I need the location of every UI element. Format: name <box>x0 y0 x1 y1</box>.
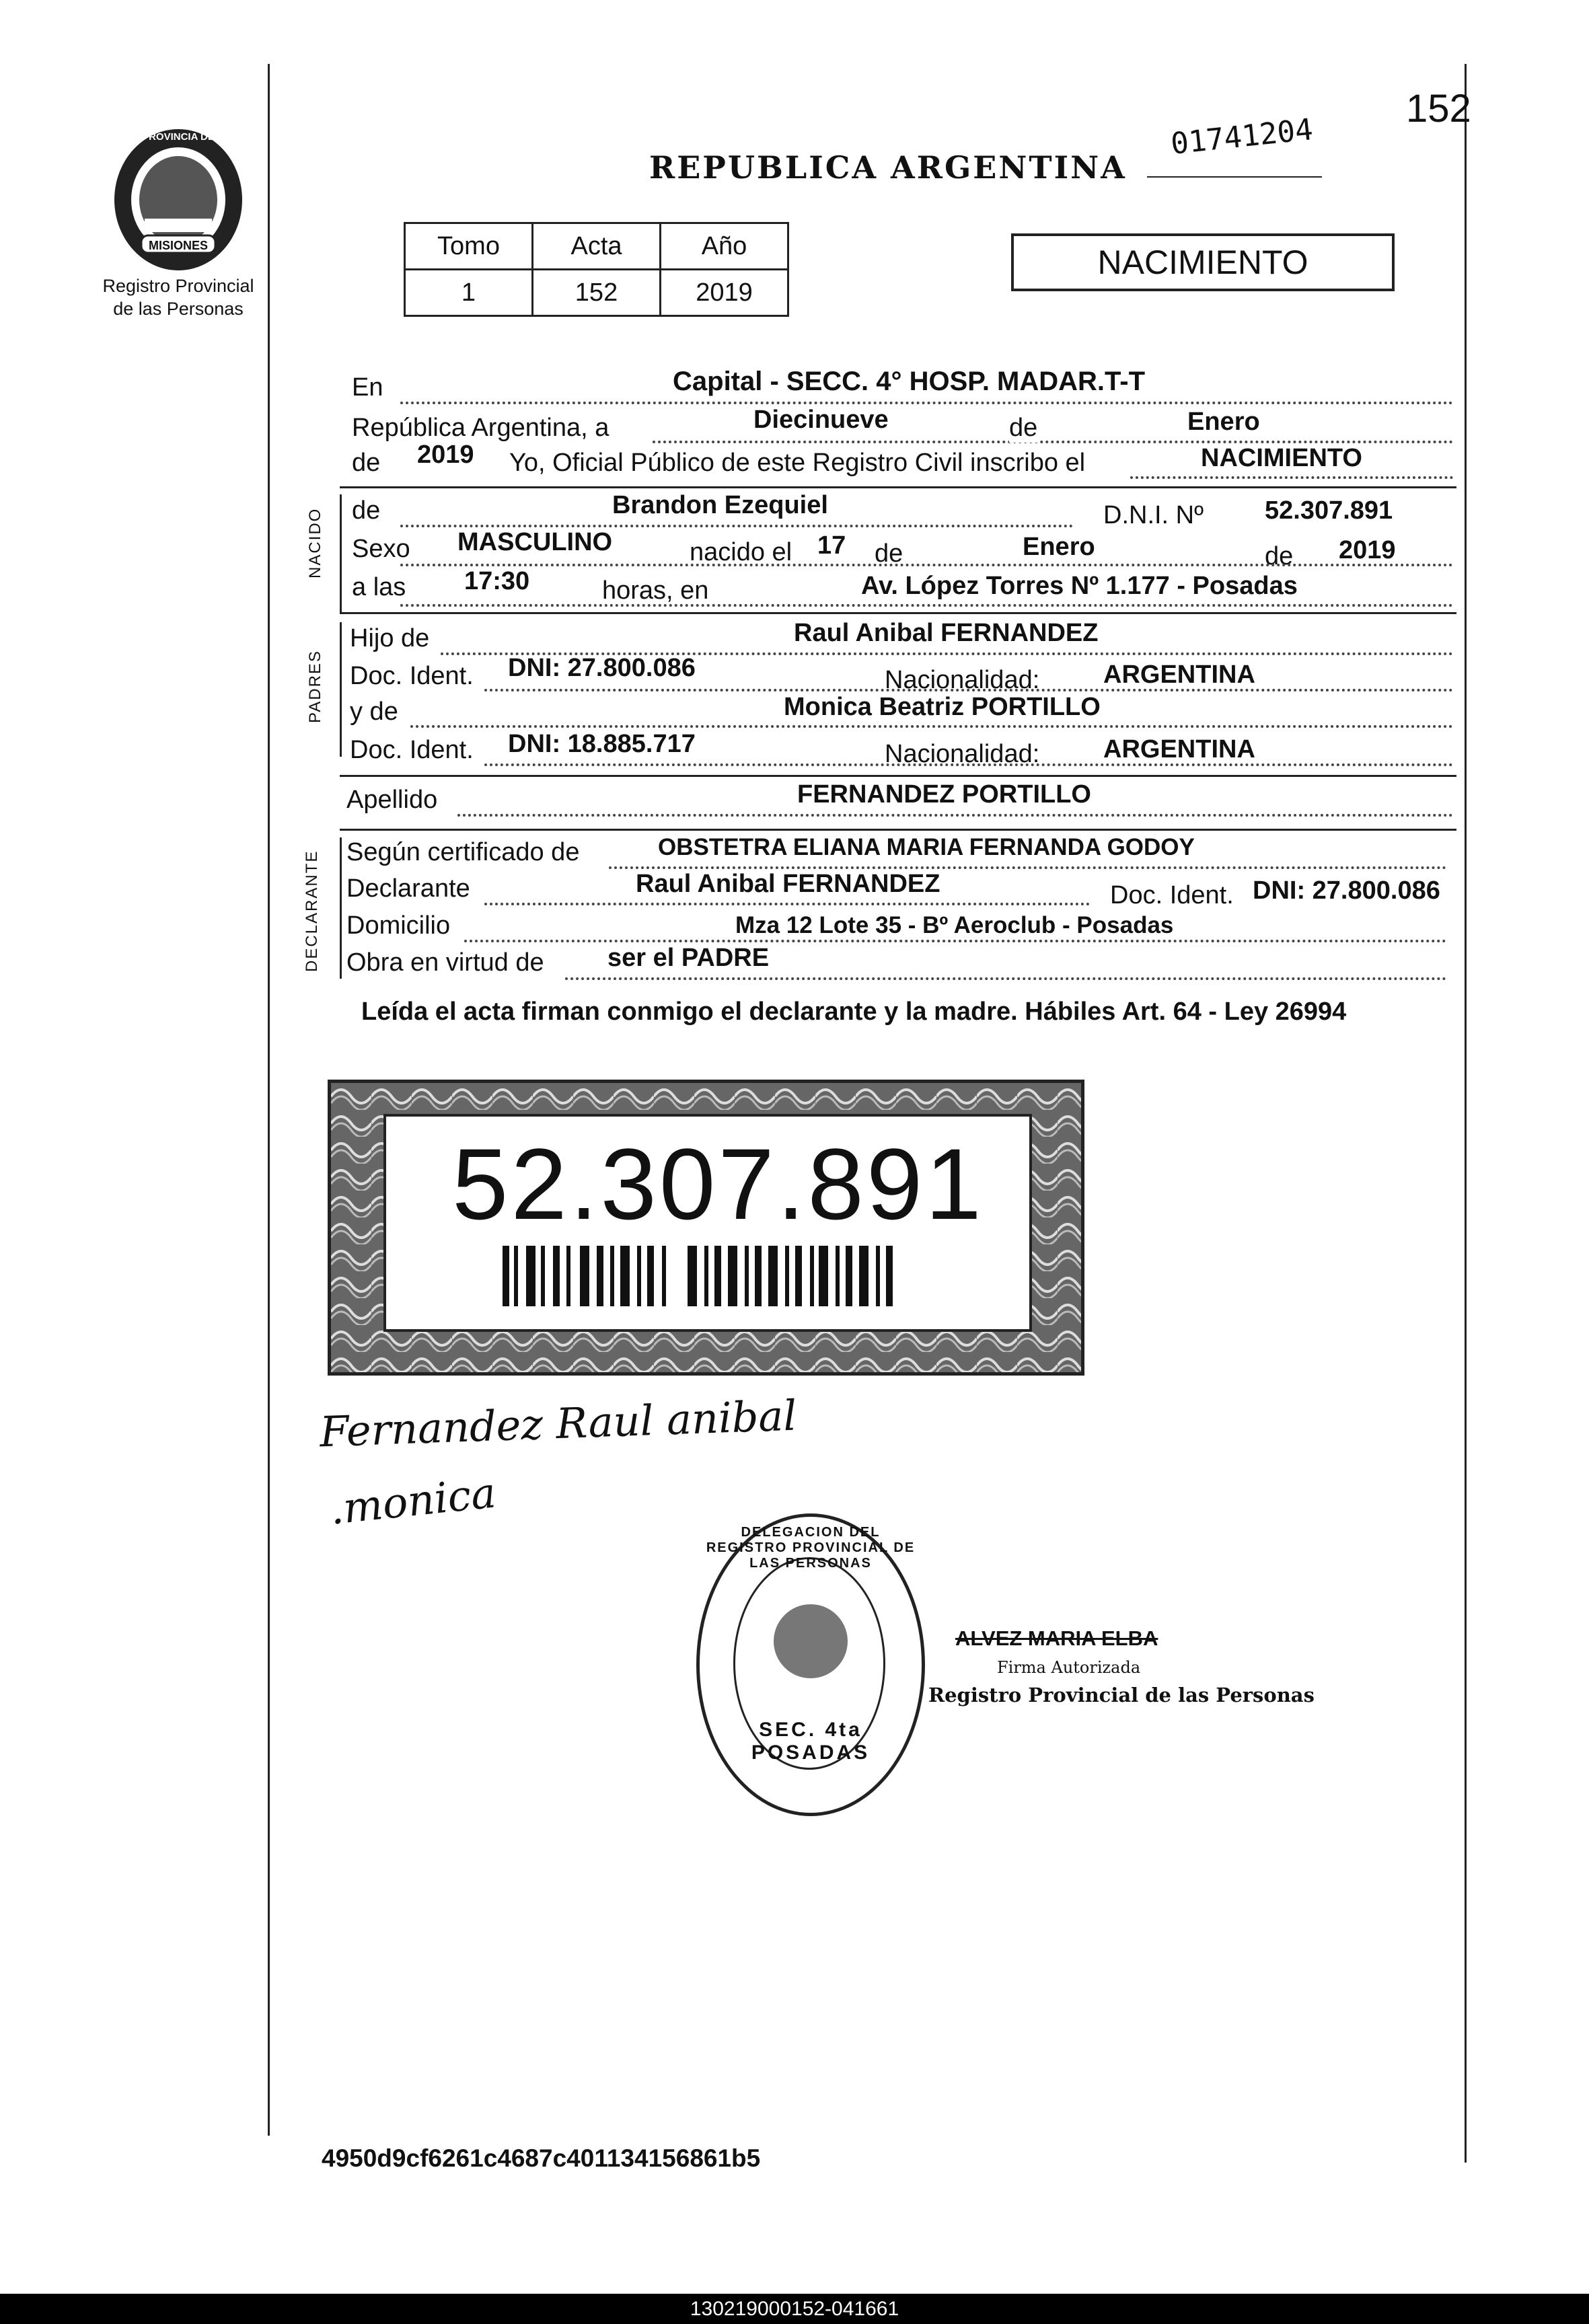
value-apellido: FERNANDEZ PORTILLO <box>797 780 1091 809</box>
dots-name <box>400 525 1073 527</box>
label-en: En <box>352 373 383 402</box>
value-dom: Mza 12 Lote 35 - Bº Aeroclub - Posadas <box>735 912 1174 938</box>
dots-apellido <box>457 814 1453 817</box>
label-nac1: Nacionalidad: <box>885 666 1040 694</box>
official-role: Firma Autorizada <box>997 1658 1141 1677</box>
value-nac2: ARGENTINA <box>1103 735 1255 763</box>
value-birth-day: 17 <box>817 531 846 560</box>
label-republica: República Argentina, a <box>352 414 609 442</box>
stamp-emblem <box>774 1604 848 1678</box>
official-name: ALVEZ MARIA ELBA <box>955 1626 1158 1650</box>
label-doc3: Doc. Ident. <box>1110 881 1234 909</box>
value-place: Av. López Torres Nº 1.177 - Posadas <box>861 572 1298 600</box>
rule-3 <box>340 775 1456 777</box>
value-time: 17:30 <box>464 567 530 595</box>
bracket-nacido <box>340 494 342 612</box>
label-obra: Obra en virtud de <box>346 948 544 977</box>
footer-code-bar: 130219000152-041661 <box>0 2294 1589 2324</box>
side-label-nacido: NACIDO <box>306 507 324 578</box>
rule-1 <box>340 486 1456 488</box>
dni-sticker <box>328 1080 1084 1376</box>
rule-4 <box>340 829 1456 831</box>
document-hash: 4950d9cf6261c4687c401134156861b5 <box>322 2144 761 2172</box>
dots-decl <box>484 903 1090 905</box>
bracket-padres <box>340 622 342 757</box>
label-de: de <box>1009 414 1038 442</box>
ref-value-ano: 2019 <box>661 270 788 316</box>
dots-cert <box>609 866 1446 869</box>
label-yde: y de <box>350 698 398 726</box>
reference-table <box>404 222 789 317</box>
label-hijo: Hijo de <box>350 624 430 652</box>
side-label-declarante: DECLARANTE <box>303 850 321 972</box>
value-mother: Monica Beatriz PORTILLO <box>784 693 1101 721</box>
label-sexo: Sexo <box>352 535 410 563</box>
value-decl: Raul Anibal FERNANDEZ <box>636 870 940 898</box>
ref-header-ano: Año <box>661 223 788 270</box>
ref-value-acta: 152 <box>533 270 661 316</box>
dots-doc1 <box>484 689 1453 691</box>
official-stamp <box>696 1513 925 1816</box>
label-doc2: Doc. Ident. <box>350 736 474 764</box>
label-decl: Declarante <box>346 874 470 903</box>
document-title: REPUBLICA ARGENTINA <box>649 149 1127 186</box>
label-dni: D.N.I. Nº <box>1103 501 1204 529</box>
record-type-box: NACIMIENTO <box>1011 233 1395 291</box>
left-margin-line <box>268 64 270 2136</box>
handwritten-signature-madre: .monica <box>327 1468 498 1534</box>
value-obra: ser el PADRE <box>607 944 770 972</box>
label-alas: a las <box>352 573 406 601</box>
closing-text: Leída el acta firman conmigo el declarante y la madre. Hábiles Art. 64 - Ley 26994 <box>361 998 1347 1026</box>
dots-doc2 <box>484 763 1453 766</box>
value-doc1: DNI: 27.800.086 <box>508 654 696 682</box>
seal-text-bottom: MISIONES <box>148 239 208 252</box>
label-cert: Según certificado de <box>346 838 580 866</box>
side-label-padres: PADRES <box>306 650 324 723</box>
label-de4: de <box>875 539 903 568</box>
dots-en <box>400 402 1453 404</box>
value-en: Capital - SECC. 4° HOSP. MADAR.T-T <box>673 367 1146 396</box>
label-nacido: nacido el <box>690 538 792 566</box>
value-sexo: MASCULINO <box>457 528 613 556</box>
dots-dom <box>464 940 1446 942</box>
provincial-seal <box>108 124 249 276</box>
label-de5: de <box>1265 542 1294 570</box>
stamp-center-text: SEC. 4ta POSADAS <box>751 1719 871 1764</box>
dots-obra <box>565 977 1446 980</box>
dni-big-number: 52.307.891 <box>452 1127 984 1240</box>
value-day: Diecinueve <box>753 406 889 434</box>
value-father: Raul Anibal FERNANDEZ <box>794 619 1099 647</box>
value-doc2: DNI: 18.885.717 <box>508 730 696 758</box>
handwritten-signature-declarante: Fernandez Raul anibal <box>318 1390 798 1457</box>
right-margin-line <box>1465 64 1467 2163</box>
seal-text-top: PROVINCIA DE <box>142 131 215 143</box>
dots-inscribo <box>1130 476 1453 479</box>
official-office: Registro Provincial de las Personas <box>928 1684 1315 1707</box>
serial-underline <box>1147 176 1322 178</box>
value-name: Brandon Ezequiel <box>612 491 828 519</box>
value-inscribo: NACIMIENTO <box>1201 444 1362 472</box>
value-birth-year: 2019 <box>1339 536 1396 564</box>
registry-line-2: de las Personas <box>113 299 244 319</box>
value-birth-month: Enero <box>1023 533 1095 561</box>
value-month: Enero <box>1187 408 1260 436</box>
stamp-ring-text: DELEGACION DEL REGISTRO PROVINCIAL DE LAS PERSONAS <box>706 1525 916 1571</box>
label-de3: de <box>352 496 381 525</box>
label-horas: horas, en <box>602 576 709 605</box>
label-dom: Domicilio <box>346 911 451 940</box>
serial-number: 01741204 <box>1169 112 1315 161</box>
registry-line-1: Registro Provincial <box>102 276 254 296</box>
value-cert: OBSTETRA ELIANA MARIA FERNANDA GODOY <box>658 834 1195 860</box>
label-inscribo: Yo, Oficial Público de este Registro Civil inscribo el <box>509 449 1086 477</box>
ref-header-tomo: Tomo <box>405 223 533 270</box>
rule-2 <box>340 612 1456 614</box>
bracket-declarante <box>340 837 342 979</box>
label-de2: de <box>352 449 381 477</box>
value-year: 2019 <box>417 441 474 469</box>
dots-yde <box>410 725 1453 728</box>
page-number: 152 <box>1406 87 1471 130</box>
label-doc1: Doc. Ident. <box>350 662 474 690</box>
value-doc3: DNI: 27.800.086 <box>1253 876 1440 905</box>
value-dni: 52.307.891 <box>1265 496 1393 525</box>
dots-republica <box>653 441 1453 443</box>
label-apellido: Apellido <box>346 786 438 814</box>
ref-header-acta: Acta <box>533 223 661 270</box>
dots-sexo <box>400 564 1453 566</box>
label-nac2: Nacionalidad: <box>885 740 1040 768</box>
ref-value-tomo: 1 <box>405 270 533 316</box>
value-nac1: ARGENTINA <box>1103 661 1255 689</box>
dots-alas <box>400 604 1453 607</box>
